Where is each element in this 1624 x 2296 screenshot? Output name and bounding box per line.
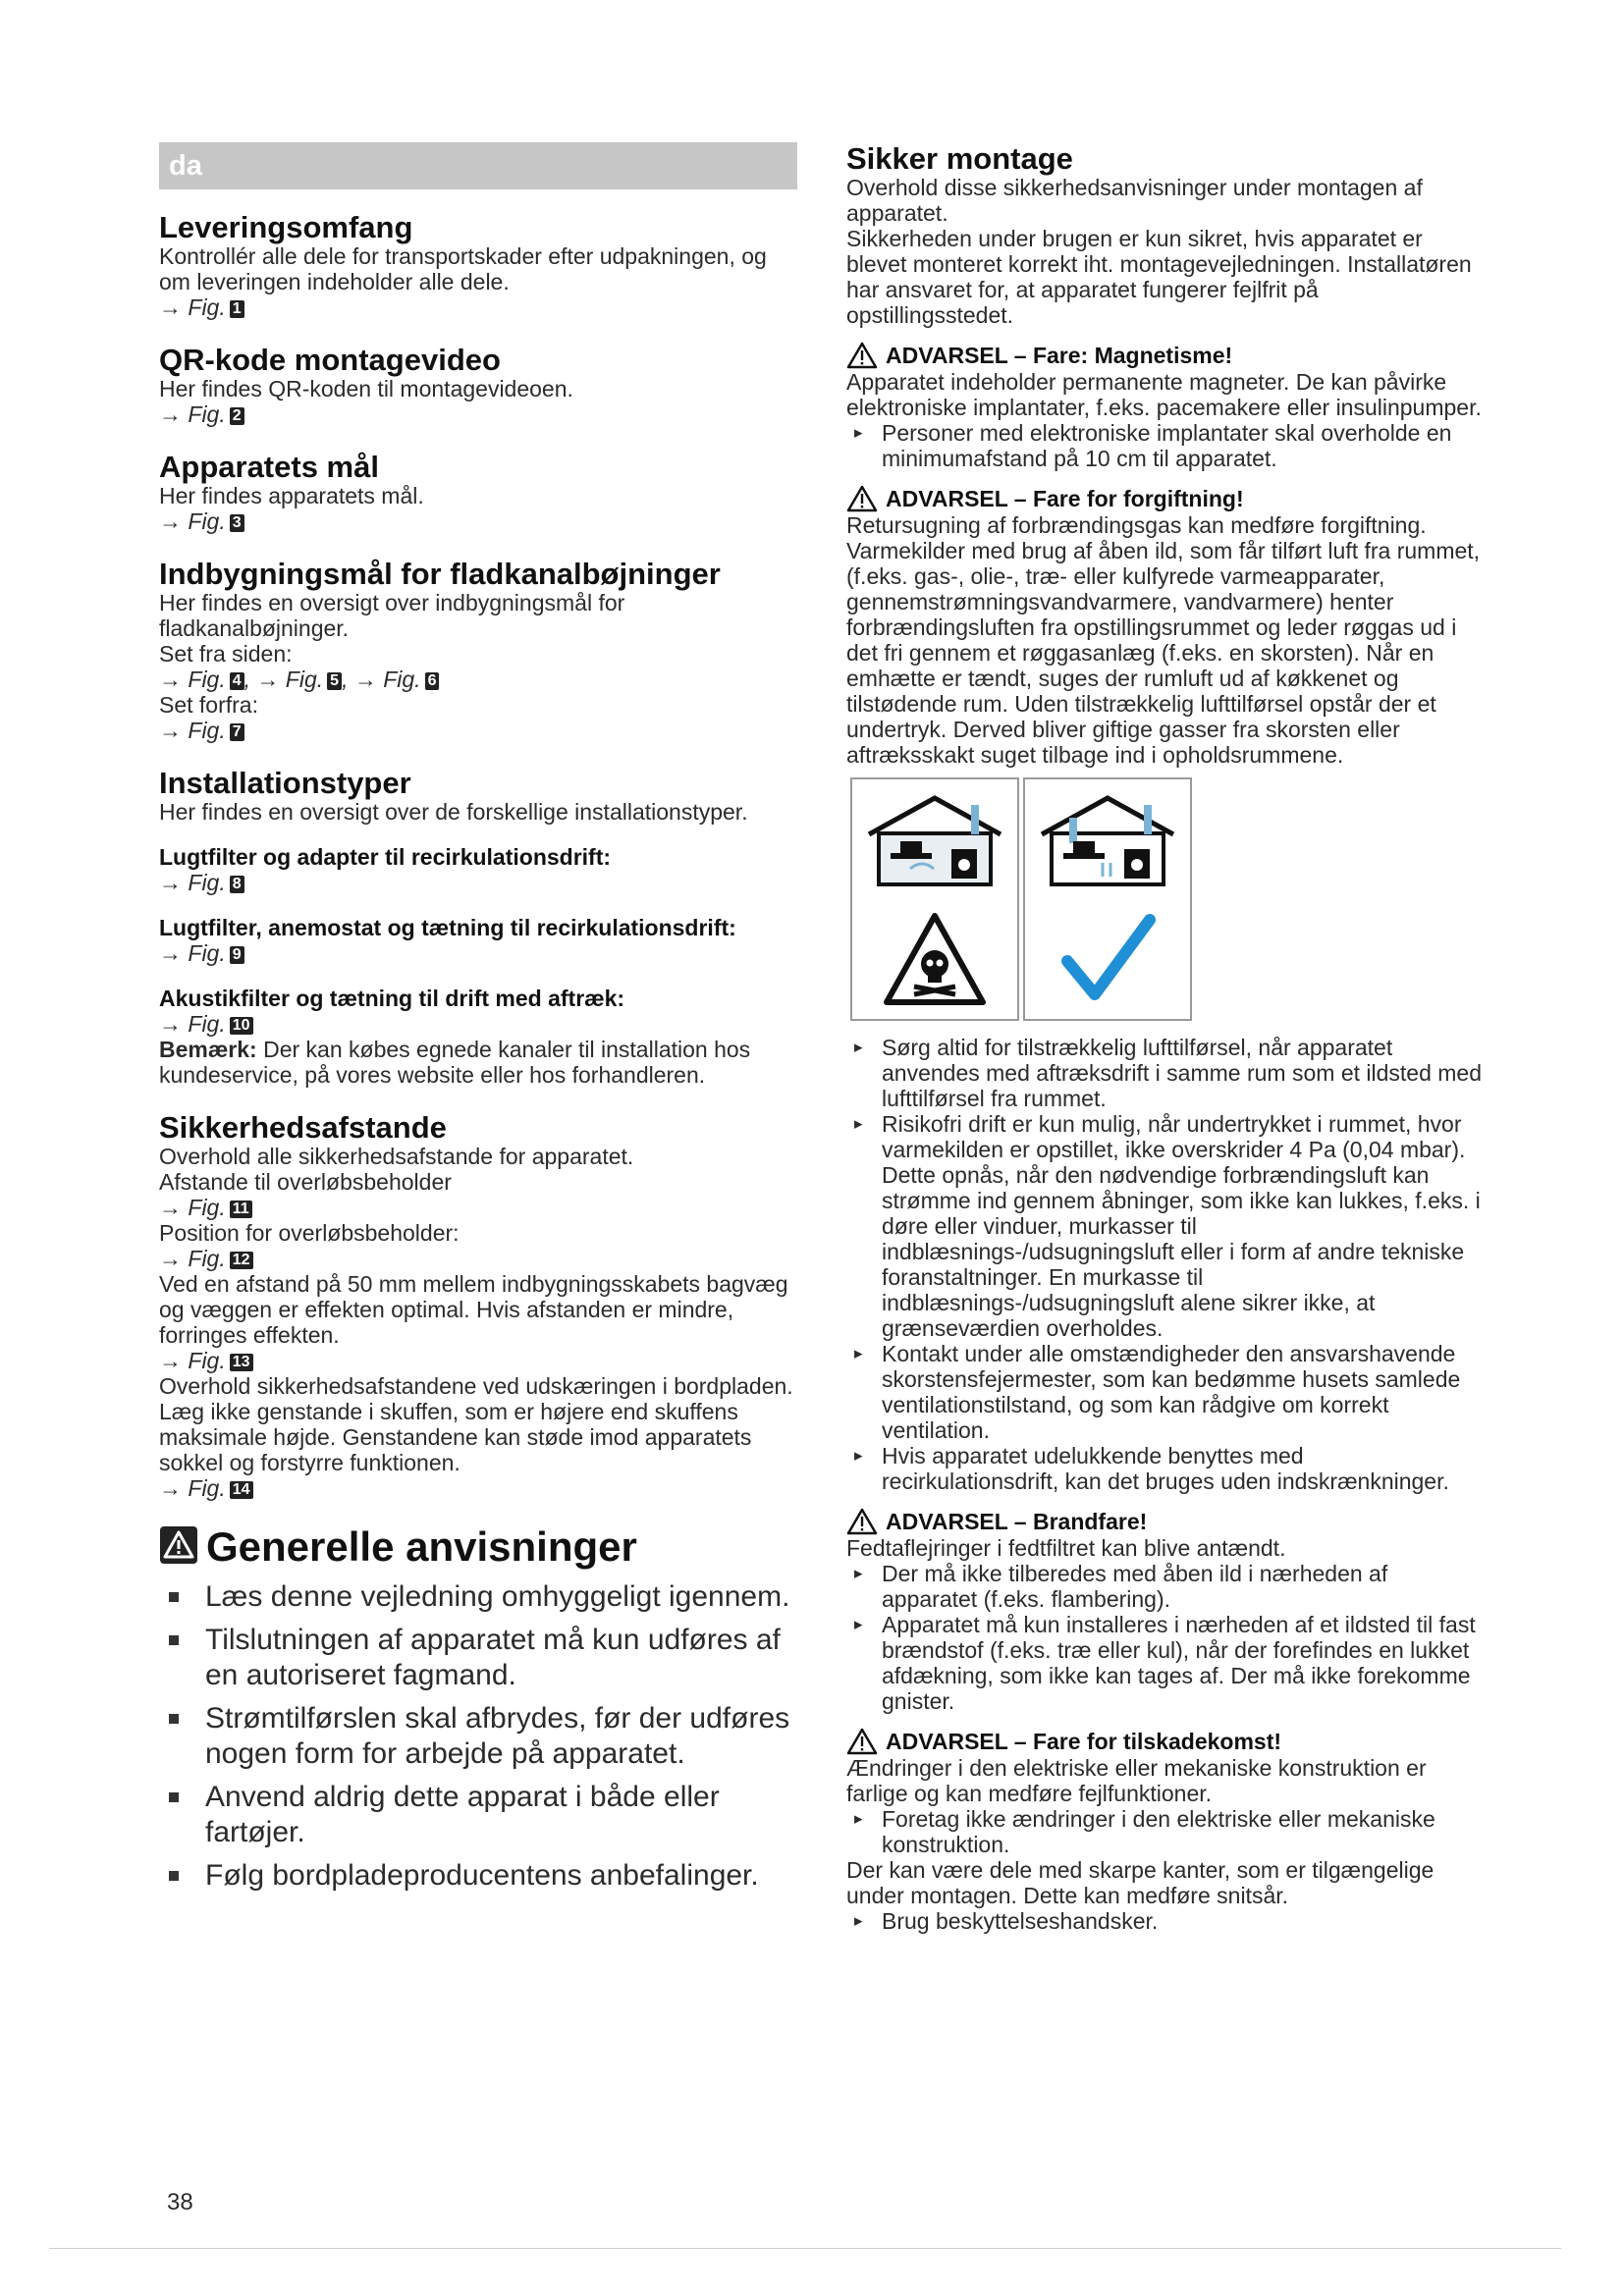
warning-title: ADVARSEL – Brandfare! — [886, 1509, 1148, 1534]
warning-title: ADVARSEL – Fare: Magnetisme! — [886, 343, 1233, 368]
fig-number: 14 — [230, 1481, 253, 1499]
warning-heading — [846, 342, 1485, 369]
section-general — [159, 1524, 797, 1894]
left-column — [159, 142, 797, 1901]
subheading: Lugtfilter og adapter til recirkulationsdrift: — [159, 844, 612, 870]
body-qr: Her findes QR-koden til montagevideoen. — [159, 376, 573, 401]
warning-triangle-icon — [846, 1728, 878, 1755]
warning-body: Retursugning af forbrændingsgas kan medføre forgiftning. Varmekilder med brug af åben ild, som får tilført luft fra rummet, (f.eks. gas-, olie-, træ- eller kulfyrede varmeapparater, gennemstrømningsvandvarmere, vandvarmere) henter forbrændingsluften fra opstillingsrummet og leder røggas ud i det fri gennem et røggasanlæg (f.eks. en skorsten). Når en emhætte er tændt, suges der rumluft ud af køkkenet og tilstødende rum. Uden tilstrækkelig lufttilførsel opstår der et undertryk. Derved bliver giftige gasser fra skorsten eller aftræksskakt suget tilbage ind i opholdsrummene. — [846, 512, 1481, 768]
montage-p2: Sikkerheden under brugen er kun sikret, hvis apparatet er blevet monteret korrekt iht. montagevejledningen. Installatøren har ansvaret for, at apparatet fungerer fejlfrit på opstillingsstedet. — [846, 226, 1472, 328]
list-item: Tilslutningen af apparatet må kun udføres af en autoriseret fagmand. — [159, 1623, 797, 1693]
side-label: Set fra siden: — [159, 641, 293, 667]
heading-general: Generelle anvisninger — [206, 1523, 637, 1570]
section-levering — [159, 211, 797, 320]
list-item: Læs denne vejledning omhyggeligt igennem. — [159, 1579, 797, 1615]
list-item: Anvend aldrig dette apparat i både eller fartøjer. — [159, 1780, 797, 1850]
fig-number: 8 — [230, 876, 244, 893]
bullet-item: ▸ Kontakt under alle omstændigheder den ansvarshavende skorstensfejermester, som kan bedømme husets samlede ventilationstilstand, og som kan rådgive om korrekt ventilation. — [846, 1341, 1485, 1443]
checkmark-icon — [1054, 910, 1162, 1008]
general-title-row — [159, 1524, 797, 1570]
picto-danger-column — [850, 777, 1019, 1021]
warning-box-icon — [159, 1525, 198, 1570]
bullet-item: ▸ Apparatet må kun installeres i nærheden af et ildsted til fast brændstof (f.eks. træ eller kul), når der forefindes en lukket afdækning, som ikke kan tages af. Der må ikke forekomme gnister. — [846, 1612, 1485, 1714]
warning-triangle-icon — [846, 342, 878, 369]
afstande-p5: Overhold sikkerhedsafstandene ved udskæringen i bordpladen. — [159, 1373, 793, 1399]
montage-p1: Overhold disse sikkerhedsanvisninger under montagen af apparatet. — [846, 175, 1423, 226]
fig-number: 1 — [230, 300, 244, 318]
bullet-item: ▸ Hvis apparatet udelukkende benyttes med recirkulationsdrift, kan det bruges uden indskrænkninger. — [846, 1443, 1485, 1494]
warning-triangle-icon — [846, 1508, 878, 1535]
install-sub-2 — [159, 915, 797, 966]
house-icon — [1034, 790, 1181, 888]
bullet-item: ▸ Risikofri drift er kun mulig, når undertrykket i rummet, hvor varmekilden er opstillet, ikke overskrider 4 Pa (0,04 mbar). Dette opnås, når den nødvendige forbrændingsluft kan strømme ind gennem åbninger, som ikke kan lukkes, f.eks. i døre eller vinduer, murkasser til indblæsnings-/udsugningsluft eller i form af andre tekniske foranstaltninger. En murkasse til indblæsnings-/udsugningsluft alene sikrer ikke, at grænseværdien overholdes. — [846, 1111, 1485, 1341]
fig-ref-14: → Fig. 14 — [159, 1475, 797, 1501]
general-list — [159, 1579, 797, 1894]
subheading: Akustikfilter og tætning til drift med aftræk: — [159, 986, 625, 1011]
section-install — [159, 767, 797, 1088]
list-item: Strømtilførslen skal afbrydes, før der udføres nogen form for arbejde på apparatet. — [159, 1701, 797, 1772]
install-note — [159, 1037, 797, 1088]
section-afstande — [159, 1111, 797, 1501]
fig-number: 2 — [230, 407, 244, 425]
body-indbygning: Her findes en oversigt over indbygningsmål for fladkanalbøjninger. — [159, 590, 625, 641]
subheading: Lugtfilter, anemostat og tætning til recirkulationsdrift: — [159, 915, 736, 940]
language-bar: da — [159, 142, 797, 189]
skull-warning-icon — [881, 910, 989, 1008]
front-label: Set forfra: — [159, 692, 258, 718]
body-levering: Kontrollér alle dele for transportskader efter udpakningen, og om leveringen indeholder alle dele. — [159, 243, 767, 294]
fig-number: 10 — [230, 1017, 253, 1035]
section-qr — [159, 344, 797, 427]
afstande-p1: Overhold alle sikkerhedsafstande for apparatet. — [159, 1144, 634, 1169]
afstande-p6: Læg ikke genstande i skuffen, som er højere end skuffens maksimale højde. Genstandene kan støde imod apparatets sokkel og forstyrre funktionen. — [159, 1399, 752, 1475]
warning-poisoning — [846, 485, 1485, 1494]
fig-number: 5 — [327, 672, 342, 690]
picto-ok-column — [1023, 777, 1192, 1021]
warning-fire — [846, 1508, 1485, 1714]
fig-number: 9 — [230, 946, 244, 964]
fig-number: 11 — [230, 1201, 252, 1218]
fig-ref-12: → Fig. 12 — [159, 1246, 797, 1271]
ventilation-pictograms — [850, 777, 1485, 1021]
fig-number: 13 — [230, 1354, 253, 1371]
body-install: Her findes en oversigt over de forskellige installationstyper. — [159, 799, 748, 825]
bullet-item: ▸ Sørg altid for tilstrækkelig lufttilførsel, når apparatet anvendes med aftræksdrift i samme rum som et ildsted med lufttilførsel fra rummet. — [846, 1035, 1485, 1111]
warning-heading — [846, 1508, 1485, 1535]
warning-heading — [846, 1728, 1485, 1755]
bullet-item: ▸ Personer med elektroniske implantater skal overholde en minimumafstand på 10 cm til apparatet. — [846, 420, 1485, 471]
section-maal — [159, 451, 797, 534]
warning-injury — [846, 1728, 1485, 1934]
warning-body: Apparatet indeholder permanente magneter. De kan påvirke elektroniske implantater, f.eks. pacemakere eller insulinpumper. — [846, 369, 1482, 420]
fig-number: 6 — [425, 672, 440, 690]
fig-ref-11: → Fig. 11 — [159, 1195, 797, 1220]
note-text: Der kan købes egnede kanaler til installation hos kundeservice, på vores website eller hos forhandleren. — [159, 1037, 751, 1088]
warning-body-2: Der kan være dele med skarpe kanter, som er tilgængelige under montagen. Dette kan medføre snitsår. — [846, 1857, 1435, 1908]
note-label: Bemærk: — [159, 1037, 257, 1062]
heading-levering: Leveringsomfang — [159, 210, 413, 244]
warning-title: ADVARSEL – Fare for tilskadekomst! — [886, 1729, 1282, 1754]
heading-qr: QR-kode montagevideo — [159, 343, 501, 377]
warning-title: ADVARSEL – Fare for forgiftning! — [886, 486, 1244, 511]
heading-maal: Apparatets mål — [159, 450, 379, 484]
afstande-p3: Position for overløbsbeholder: — [159, 1220, 460, 1246]
house-icon — [861, 790, 1008, 888]
fig-refs-side: → Fig. 4 , → Fig. 5 , → Fig. 6 — [159, 667, 797, 692]
fig-number: 3 — [230, 514, 244, 532]
warning-body: Ændringer i den elektriske eller mekaniske konstruktion er farlige og kan medføre fejlfunktioner. — [846, 1755, 1427, 1806]
warning-heading — [846, 485, 1485, 512]
fig-ref-13: → Fig. 13 — [159, 1348, 797, 1373]
afstande-p2: Afstande til overløbsbeholder — [159, 1169, 452, 1195]
warning-magnetism — [846, 342, 1485, 471]
section-indbygning — [159, 558, 797, 743]
fig-ref-1: → Fig. 1 — [159, 294, 797, 320]
install-sub-3 — [159, 986, 797, 1037]
right-column — [846, 142, 1485, 1934]
bullet-item: ▸ Foretag ikke ændringer i den elektriske eller mekaniske konstruktion. — [846, 1806, 1485, 1857]
heading-montage: Sikker montage — [846, 141, 1073, 176]
install-sub-1 — [159, 844, 797, 895]
fig-number: 7 — [230, 723, 244, 741]
fig-number: 12 — [230, 1252, 253, 1269]
fig-ref-9: → Fig. 9 — [159, 940, 797, 966]
warning-triangle-icon — [846, 485, 878, 512]
afstande-p4: Ved en afstand på 50 mm mellem indbygningsskabets bagvæg og væggen er effekten optimal. Hvis afstanden er mindre, forringes effekten. — [159, 1271, 788, 1348]
fig-ref-10: → Fig. 10 — [159, 1011, 797, 1037]
list-item: Følg bordpladeproducentens anbefalinger. — [159, 1858, 797, 1894]
bullet-item: ▸ Brug beskyttelseshandsker. — [846, 1908, 1485, 1934]
fig-ref-3: → Fig. 3 — [159, 508, 797, 534]
fig-ref-2: → Fig. 2 — [159, 401, 797, 427]
heading-indbygning: Indbygningsmål for fladkanalbøjninger — [159, 557, 721, 591]
bullet-item: ▸ Der må ikke tilberedes med åben ild i nærheden af apparatet (f.eks. flambering). — [846, 1561, 1485, 1612]
fig-ref-8: → Fig. 8 — [159, 870, 797, 895]
body-maal: Her findes apparatets mål. — [159, 483, 424, 508]
heading-install: Installationstyper — [159, 766, 411, 800]
heading-afstande: Sikkerhedsafstande — [159, 1110, 447, 1145]
warning-body: Fedtaflejringer i fedtfiltret kan blive antændt. — [846, 1535, 1286, 1561]
fig-number: 4 — [230, 672, 244, 690]
section-montage — [846, 142, 1485, 328]
page-number: 38 — [167, 2189, 193, 2216]
fig-ref-7: → Fig. 7 — [159, 718, 797, 743]
footer-divider — [49, 2248, 1561, 2249]
